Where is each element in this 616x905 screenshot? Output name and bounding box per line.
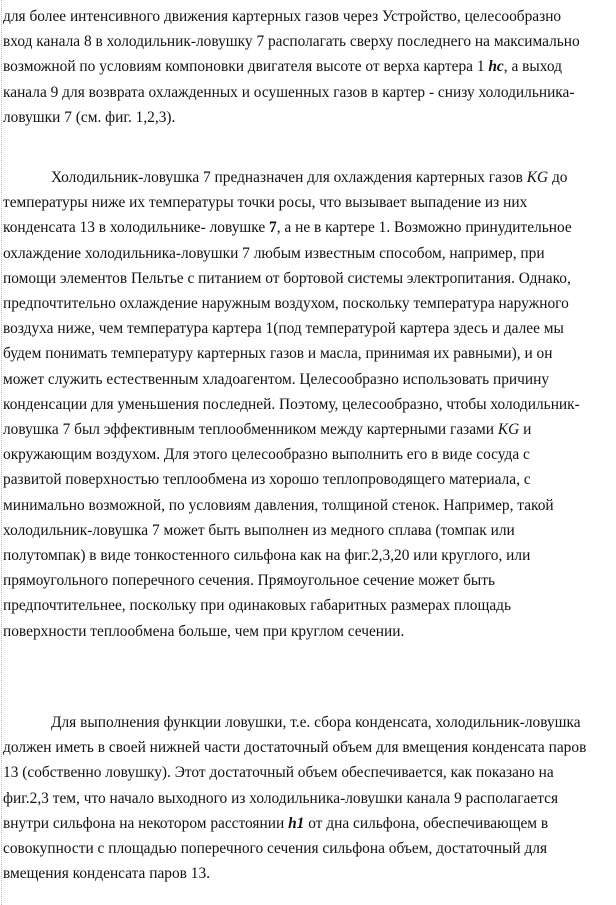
text-line: для более интенсивного движения картерных газов через Устройство, целесообразно: [3, 8, 562, 25]
variable-h1: h1: [288, 814, 305, 832]
paragraph-3: [3, 710, 611, 886]
text-line: предпочтительно охлаждение наружным воздухом, поскольку температура наружного: [3, 295, 569, 313]
text-line: 13 (собственно ловушку). Этот достаточный объем обеспечивается, как показано на: [3, 764, 554, 782]
text-line: внутри сильфона на некотором расстоянии h1 от дна сильфона, обеспечивающем в: [3, 814, 549, 832]
variable-hc: hc: [488, 58, 504, 76]
text-line: будем понимать температуру картерных газов и масла, принимая их равными), и он: [3, 345, 553, 363]
text-line: минимально возможной, по условиям давления, толщиной стенок. Например, такой: [3, 496, 554, 514]
text-line: Холодильник-ловушка 7 предназначен для охлаждения картерных газов KG до: [51, 169, 568, 186]
text-line: температуры ниже их температуры точки росы, что вызывает выпадение из них: [3, 194, 528, 212]
text-line: совокупности с площадью поперечного сечения сильфона объем, достаточный для: [3, 840, 548, 858]
text-line: возможной по условиям компоновки двигателя высоте от верха картера 1 hc, а выход: [3, 58, 562, 76]
page-edge-divider: [1, 0, 2, 905]
text-line: предпочтительнее, поскольку при одинаковых габаритных размерах площадь: [3, 597, 512, 615]
text-line: холодильник-ловушка 7 может быть выполнен из медного сплава (томпак или: [3, 521, 515, 539]
text-line: должен иметь в своей нижней части достаточный объем для вмещения конденсата паров: [3, 739, 587, 757]
text-line: конденсации для уменьшения последней. Поэтому, целесообразно, чтобы холодильник-: [3, 395, 580, 413]
text-line: конденсата 13 в холодильнике- ловушке 7, а не в картере 1. Возможно принудительное: [3, 219, 572, 237]
variable-kg: KG: [497, 421, 520, 439]
text-line: окружающим воздухом. Для этого целесообразно выполнить его в виде сосуда с: [3, 446, 530, 464]
text-line: помощи элементов Пельтье с питанием от бортовой системы электропитания. Однако,: [3, 269, 571, 287]
text-line: может служить естественным хладоагентом. Целесообразно использовать причину: [3, 370, 550, 388]
bold-reference-7: 7: [269, 219, 277, 237]
paragraph-1: [3, 4, 611, 130]
text-line: ловушка 7 был эффективным теплообменником между картерными газами KG и: [3, 421, 532, 439]
variable-kg: KG: [526, 169, 549, 186]
text-line: развитой поверхностью теплообмена из хорошо теплопроводящего материала, с: [3, 471, 531, 489]
text-line: поверхности теплообмена больше, чем при круглом сечении.: [3, 622, 405, 640]
text-line: воздуха ниже, чем температура картера 1(под температурой картера здесь и далее мы: [3, 320, 564, 338]
text-line: прямоугольного поперечного сечения. Прямоугольное сечение может быть: [3, 572, 495, 590]
text-line: вмещения конденсата паров 13.: [3, 865, 211, 883]
text-line: полутомпак) в виде тонкостенного сильфона как на фиг.2,3,20 или круглого, или: [3, 547, 531, 565]
text-line: фиг.2,3 тем, что начало выходного из холодильника-ловушки канала 9 располагается: [3, 789, 559, 807]
text-line: канала 9 для возврата охлажденных и осушенных газов в картер - снизу холодильника-: [3, 83, 575, 101]
text-line: Для выполнения функции ловушки, т.е. сбора конденсата, холодильник-ловушка: [51, 714, 581, 731]
text-line: ловушки 7 (см. фиг. 1,2,3).: [3, 108, 176, 126]
text-line: вход канала 8 в холодильник-ловушку 7 располагать сверху последнего на максимально: [3, 33, 580, 51]
text-line: охлаждение холодильника-ловушки 7 любым известным способом, например, при: [3, 244, 545, 262]
paragraph-2: [3, 165, 611, 644]
